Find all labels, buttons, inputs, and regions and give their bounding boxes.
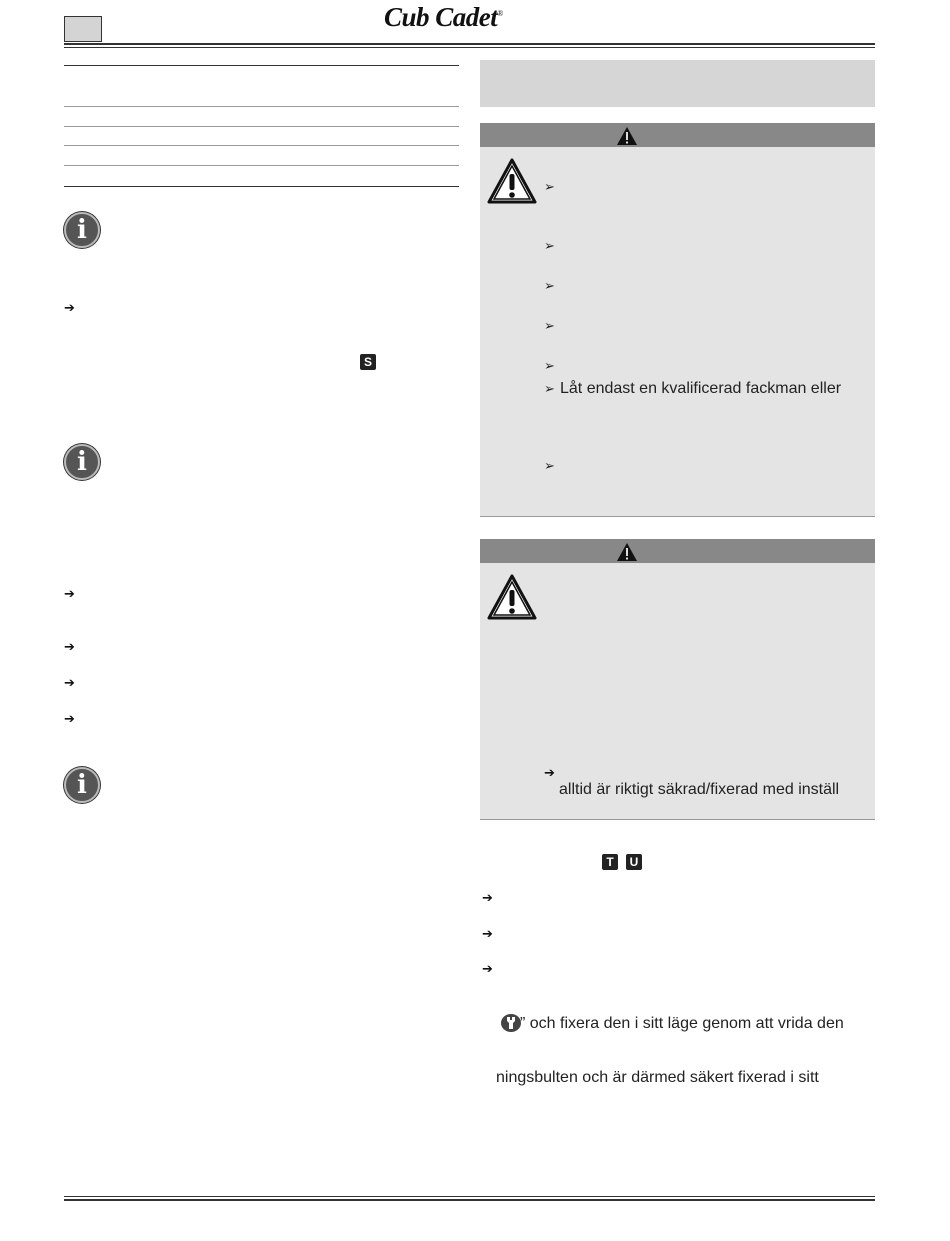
table-row-divider (64, 126, 459, 127)
bullet-arrow-icon: ➔ (64, 301, 75, 316)
bullet-arrow-icon: ➔ (64, 712, 75, 727)
warning-triangle-icon (616, 542, 638, 562)
bullet-chevron-icon: ➢ (544, 319, 555, 334)
bullet-chevron-icon: ➢ (544, 382, 555, 397)
brand-logo: Cub Cadet® (384, 2, 503, 32)
warning-box (480, 563, 875, 820)
label-badge-u: U (626, 854, 642, 870)
bullet-chevron-icon: ➢ (544, 279, 555, 294)
body-text-line: ” och fixera den i sitt läge genom att vrida den (520, 1015, 844, 1032)
bullet-chevron-icon: ➢ (544, 180, 555, 195)
warning-bar (480, 539, 875, 563)
table-bottom-rule (64, 186, 459, 187)
header-rule-thin (64, 47, 875, 48)
bullet-arrow-icon: ➔ (64, 640, 75, 655)
bullet-chevron-icon: ➢ (544, 459, 555, 474)
table-row-divider (64, 165, 459, 166)
bullet-arrow-icon: ➔ (482, 891, 493, 906)
info-icon: i (64, 212, 100, 248)
warning-triangle-icon (486, 573, 538, 621)
bullet-arrow-icon: ➔ (544, 766, 555, 781)
info-icon: i (64, 767, 100, 803)
label-badge-t: T (602, 854, 618, 870)
table-top-rule (64, 65, 459, 66)
table-row-divider (64, 106, 459, 107)
warning-text-line: alltid är riktigt säkrad/fixerad med inställ (559, 781, 840, 798)
warning-triangle-icon (486, 157, 538, 205)
body-text-line: ningsbulten och är därmed säkert fixerad i sitt (496, 1069, 819, 1086)
warning-box (480, 147, 875, 517)
section-header (480, 60, 875, 107)
bullet-chevron-icon: ➢ (544, 359, 555, 374)
warning-bar (480, 123, 875, 147)
table-row-divider (64, 145, 459, 146)
warning-triangle-icon (616, 126, 638, 146)
bullet-arrow-icon: ➔ (64, 676, 75, 691)
label-badge-s: S (360, 354, 376, 370)
footer-rule (64, 1199, 875, 1201)
bullet-arrow-icon: ➔ (64, 587, 75, 602)
bullet-chevron-icon: ➢ (544, 239, 555, 254)
header-rule (64, 43, 875, 45)
wrench-icon (500, 1013, 522, 1033)
warning-item-text: Låt endast en kvalificerad fackman eller (560, 380, 842, 397)
page-number-box (64, 16, 102, 42)
info-icon: i (64, 444, 100, 480)
bullet-arrow-icon: ➔ (482, 927, 493, 942)
bullet-arrow-icon: ➔ (482, 962, 493, 977)
footer-rule-thin (64, 1196, 875, 1197)
